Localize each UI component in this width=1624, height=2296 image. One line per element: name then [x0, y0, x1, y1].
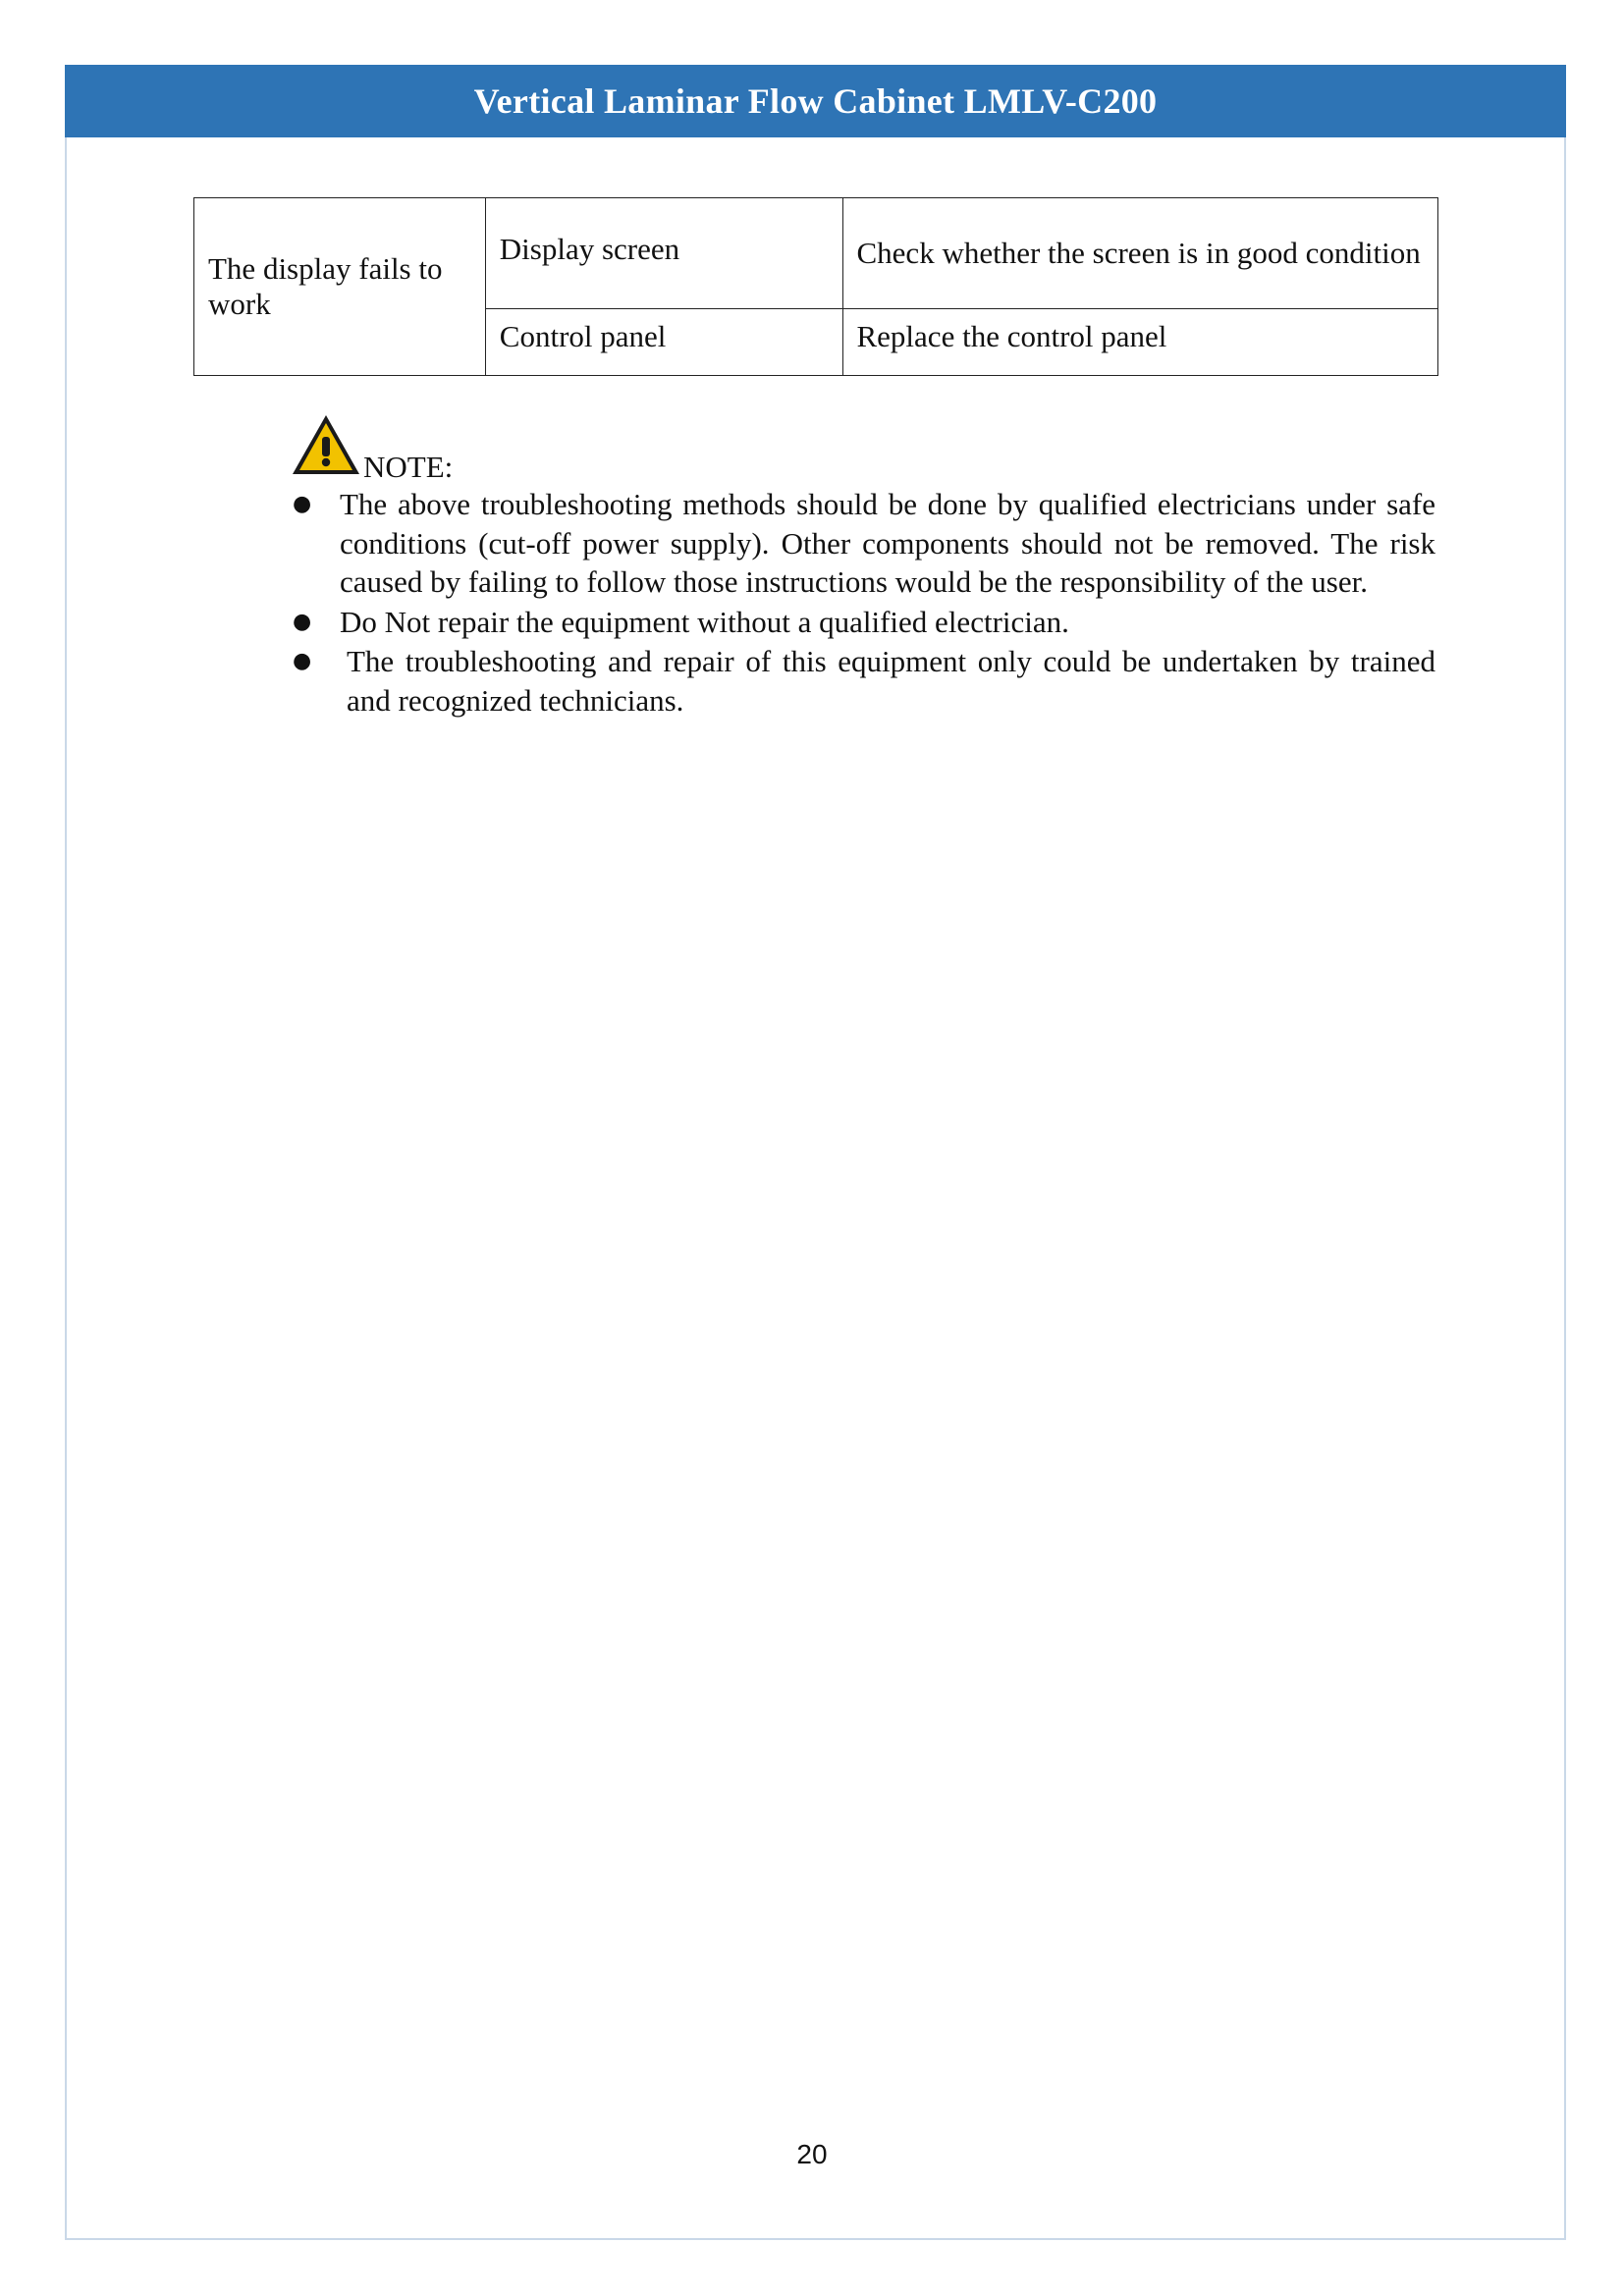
table-row	[194, 198, 1438, 309]
page-number: 20	[796, 2139, 828, 2169]
troubleshooting-table	[193, 197, 1438, 376]
warning-triangle-icon	[291, 412, 361, 477]
list-item-text: The troubleshooting and repair of this equipment only could be undertaken by trained and recognized technicians.	[347, 644, 1435, 718]
page-header	[65, 65, 1566, 137]
note-heading	[291, 412, 454, 484]
action-cell: Check whether the screen is in good condition	[842, 198, 1438, 309]
list-item	[291, 603, 1435, 642]
fault-cell: The display fails to work	[194, 198, 486, 376]
bullet-icon: ●	[293, 492, 312, 516]
list-item	[291, 485, 1435, 602]
action-cell: Replace the control panel	[842, 309, 1438, 376]
page-frame	[65, 65, 1566, 2240]
bullet-icon: ●	[293, 609, 312, 634]
cause-cell: Display screen	[485, 198, 842, 309]
note-label: NOTE:	[363, 450, 454, 484]
list-item-text: The above troubleshooting methods should be done by qualified electricians under safe conditions (cut-off power supply). Other components should not be removed. The risk caused by failing to follow those instructions would be the responsibility of the user.	[340, 487, 1435, 599]
cause-cell: Control panel	[485, 309, 842, 376]
header-title: Vertical Laminar Flow Cabinet LMLV-C200	[473, 81, 1158, 121]
note-list	[291, 485, 1435, 721]
bullet-icon: ●	[293, 649, 312, 673]
list-item-text: Do Not repair the equipment without a qualified electrician.	[340, 604, 1069, 639]
list-item	[291, 642, 1435, 720]
